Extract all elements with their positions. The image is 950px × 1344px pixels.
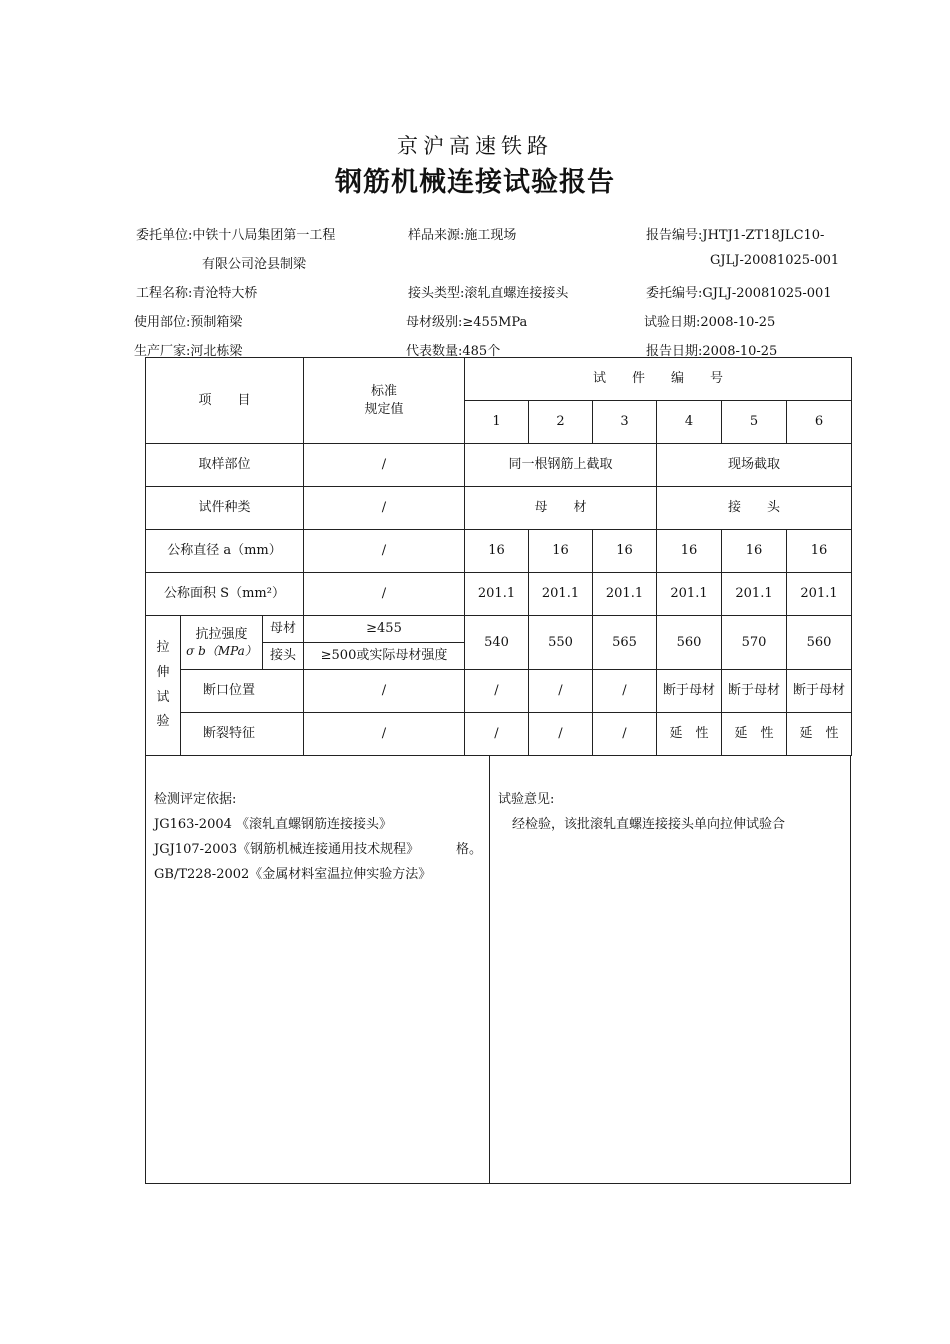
- table-cell: 201.1: [657, 573, 722, 616]
- basis-line: JG163-2004 《滚轧直螺钢筋连接接头》: [154, 817, 393, 832]
- quantity-field: 代表数量:485个: [406, 344, 501, 359]
- specimen-num: 2: [529, 401, 593, 444]
- specimen-num: 5: [722, 401, 787, 444]
- specimen-num: 6: [787, 401, 852, 444]
- table-cell: 延 性: [657, 713, 722, 756]
- sample-source-field: 样品来源:施工现场: [408, 228, 517, 243]
- project-name-field: 工程名称:青沧特大桥: [136, 286, 258, 301]
- table-cell: 断于母材: [787, 670, 852, 713]
- type-base: 母 材: [465, 487, 657, 530]
- tensile-group-text: 拉伸试验: [156, 640, 170, 730]
- table-cell: 201.1: [465, 573, 529, 616]
- table-row: [146, 616, 852, 643]
- row-label: 试件种类: [146, 487, 304, 530]
- table-cell: 201.1: [593, 573, 657, 616]
- row-standard: /: [304, 444, 465, 487]
- strength-label: [181, 616, 263, 670]
- table-row: [146, 530, 852, 573]
- table-cell: /: [465, 713, 529, 756]
- table-cell: /: [593, 713, 657, 756]
- commission-no-field: 委托编号:GJLJ-20081025-001: [646, 286, 832, 301]
- sampling-base: 同一根钢筋上截取: [465, 444, 657, 487]
- report-no-field-1: 报告编号:JHTJ1-ZT18JLC10-: [646, 228, 825, 243]
- table-row: [146, 487, 852, 530]
- table-cell: 540: [465, 616, 529, 670]
- specimen-num: 4: [657, 401, 722, 444]
- standard-header-line2: 规定值: [364, 401, 404, 417]
- report-date-field: 报告日期:2008-10-25: [646, 344, 778, 359]
- table-cell: 16: [529, 530, 593, 573]
- table-row: [146, 713, 852, 756]
- use-part-field: 使用部位:预制箱梁: [134, 315, 243, 330]
- table-cell: 断于母材: [657, 670, 722, 713]
- basis-title: 检测评定依据:: [154, 792, 237, 807]
- basis-line: JGJ107-2003《钢筋机械连接通用技术规程》: [154, 842, 420, 857]
- table-cell: 16: [465, 530, 529, 573]
- item-header: 项 目: [146, 358, 304, 444]
- row-label: 取样部位: [146, 444, 304, 487]
- table-cell: 550: [529, 616, 593, 670]
- client-field-1: 委托单位:中铁十八局集团第一工程: [136, 228, 336, 243]
- row-standard: /: [304, 487, 465, 530]
- joint-label: 接头: [263, 643, 304, 670]
- row-label: 公称直径 a（mm）: [146, 530, 304, 573]
- conclusion-section: [145, 756, 851, 1184]
- fracture-character-label: 断裂特征: [181, 713, 304, 756]
- sampling-joint: 现场截取: [657, 444, 852, 487]
- row-standard: /: [304, 670, 465, 713]
- table-cell: 201.1: [529, 573, 593, 616]
- opinion-text-end: 格。: [456, 842, 483, 857]
- strength-label-line2: σ b（MPa）: [186, 644, 257, 659]
- table-cell: 560: [787, 616, 852, 670]
- test-results-table: [145, 357, 852, 756]
- joint-type-field: 接头类型:滚轧直螺连接接头: [408, 286, 569, 301]
- manufacturer-field: 生产厂家:河北栋梁: [134, 344, 243, 359]
- specimen-no-header: 试 件 编 号: [465, 358, 852, 401]
- opinion-title: 试验意见:: [498, 792, 555, 807]
- table-cell: 16: [787, 530, 852, 573]
- table-row: [146, 573, 852, 616]
- joint-standard: ≥500或实际母材强度: [304, 643, 465, 670]
- client-field-2: 有限公司沧县制梁: [202, 257, 307, 272]
- tensile-group-label: [146, 616, 181, 756]
- standard-header-line1: 标准: [370, 383, 397, 399]
- table-cell: 延 性: [722, 713, 787, 756]
- table-cell: /: [529, 670, 593, 713]
- opinion-text: 经检验，该批滚轧直螺连接接头单向拉伸试验合: [512, 817, 786, 832]
- basis-line: GB/T228-2002《金属材料室温拉伸实验方法》: [154, 867, 432, 882]
- row-standard: /: [304, 713, 465, 756]
- type-joint: 接 头: [657, 487, 852, 530]
- table-cell: 570: [722, 616, 787, 670]
- base-grade-field: 母材级别:≥455MPa: [406, 315, 528, 330]
- table-row: [146, 670, 852, 713]
- table-cell: /: [529, 713, 593, 756]
- table-cell: 201.1: [722, 573, 787, 616]
- table-cell: 16: [722, 530, 787, 573]
- specimen-num: 1: [465, 401, 529, 444]
- report-title-line2: 钢筋机械连接试验报告: [335, 167, 615, 198]
- standard-header: [304, 358, 465, 444]
- report-title-line1: 京沪高速铁路: [397, 134, 553, 158]
- table-cell: 延 性: [787, 713, 852, 756]
- table-cell: 断于母材: [722, 670, 787, 713]
- row-standard: /: [304, 530, 465, 573]
- row-standard: /: [304, 573, 465, 616]
- base-standard: ≥455: [304, 616, 465, 643]
- section-divider: [489, 756, 490, 1183]
- row-label: 公称面积 S（mm²）: [146, 573, 304, 616]
- report-no-field-2: GJLJ-20081025-001: [710, 253, 840, 268]
- table-cell: /: [593, 670, 657, 713]
- table-row: [146, 444, 852, 487]
- test-date-field: 试验日期:2008-10-25: [644, 315, 776, 330]
- table-cell: /: [465, 670, 529, 713]
- table-cell: 16: [657, 530, 722, 573]
- base-label: 母材: [263, 616, 304, 643]
- table-cell: 565: [593, 616, 657, 670]
- specimen-num: 3: [593, 401, 657, 444]
- table-cell: 201.1: [787, 573, 852, 616]
- table-cell: 16: [593, 530, 657, 573]
- strength-label-line1: 抗拉强度: [195, 626, 248, 642]
- table-cell: 560: [657, 616, 722, 670]
- fracture-position-label: 断口位置: [181, 670, 304, 713]
